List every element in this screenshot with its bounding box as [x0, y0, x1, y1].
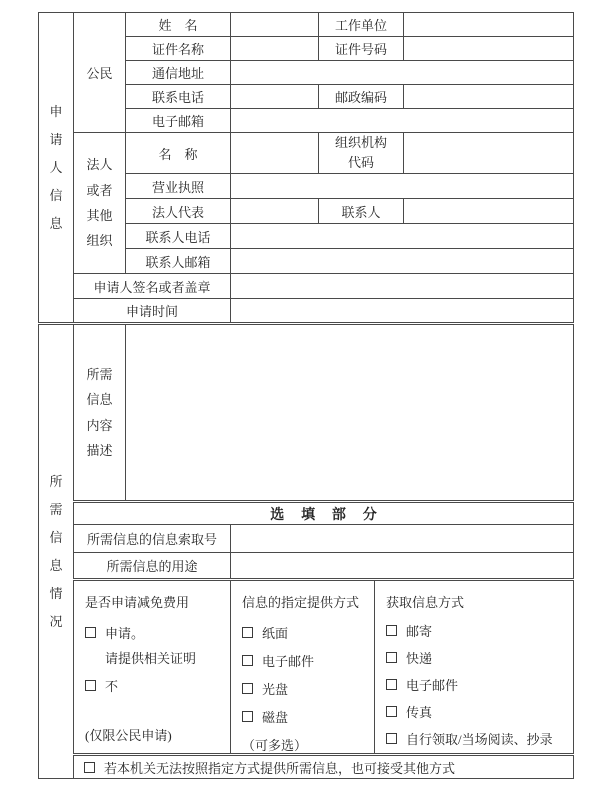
option-label: 自行领取/当场阅读、抄录 [406, 732, 553, 748]
option-label: 磁盘 [262, 710, 289, 726]
provide-method-box [231, 580, 375, 755]
index-number-value-cell[interactable] [231, 525, 574, 553]
contact-phone-label: 联系人电话 [126, 224, 231, 249]
org-name-value-cell[interactable] [231, 133, 319, 174]
checkbox-icon[interactable] [84, 762, 95, 773]
option-label: 电子邮件 [406, 678, 459, 694]
org-name-label: 名 称 [126, 133, 231, 174]
name-label: 姓 名 [126, 13, 231, 37]
work-unit-value-cell[interactable] [404, 13, 574, 37]
fee-waiver-option-no[interactable] [85, 676, 224, 695]
signature-value-cell[interactable] [231, 274, 574, 299]
contact-phone-value-cell[interactable] [231, 224, 574, 249]
fee-waiver-box [74, 580, 231, 755]
representative-value-cell[interactable] [231, 199, 319, 224]
fee-waiver-apply-note: 请提供相关证明 [105, 651, 197, 667]
org-code-value-cell[interactable] [404, 133, 574, 174]
legal-group-label: 法人或者其他组织 [74, 133, 126, 274]
signature-label: 申请人签名或者盖章 [74, 274, 231, 299]
email-value-cell[interactable] [231, 109, 574, 133]
option-label: 申请。 [105, 626, 145, 642]
apply-time-value-cell[interactable] [231, 299, 574, 324]
checkbox-icon[interactable] [242, 655, 253, 666]
email-label: 电子邮箱 [126, 109, 231, 133]
contact-value-cell[interactable] [404, 199, 574, 224]
fallback-option[interactable] [84, 758, 573, 777]
option-label: 邮寄 [406, 624, 433, 640]
contact-email-label: 联系人邮箱 [126, 249, 231, 274]
option-label: 电子邮件 [262, 654, 315, 670]
checkbox-icon[interactable] [386, 625, 397, 636]
contact-label: 联系人 [319, 199, 404, 224]
fallback-option-cell [74, 755, 574, 779]
cert-number-value-cell[interactable] [404, 37, 574, 61]
checkbox-icon[interactable] [85, 627, 96, 638]
postcode-value-cell[interactable] [404, 85, 574, 109]
obtain-method-box [375, 580, 574, 755]
option-label: 快递 [406, 651, 433, 667]
org-code-label: 组织机构代码 [319, 133, 404, 174]
request-info-side-label: 所需信息情况 [39, 324, 74, 779]
cert-name-value-cell[interactable] [231, 37, 319, 61]
description-input-cell[interactable] [126, 324, 574, 502]
postcode-label: 邮政编码 [319, 85, 404, 109]
checkbox-icon[interactable] [242, 683, 253, 694]
application-form-table [38, 12, 574, 779]
index-number-label: 所需信息的信息索取号 [74, 525, 231, 553]
obtain-option-email[interactable] [386, 675, 567, 694]
option-label: 传真 [406, 705, 433, 721]
address-label: 通信地址 [126, 61, 231, 85]
provide-option-paper[interactable] [242, 623, 368, 642]
checkbox-icon[interactable] [386, 706, 397, 717]
license-label: 营业执照 [126, 174, 231, 199]
fee-waiver-title: 是否申请减免费用 [85, 595, 190, 611]
checkbox-icon[interactable] [386, 733, 397, 744]
checkbox-icon[interactable] [242, 711, 253, 722]
representative-label: 法人代表 [126, 199, 231, 224]
name-value-cell[interactable] [231, 13, 319, 37]
provide-option-disk[interactable] [242, 707, 368, 726]
obtain-option-express[interactable] [386, 648, 567, 667]
phone-value-cell[interactable] [231, 85, 319, 109]
apply-time-label: 申请时间 [74, 299, 231, 324]
checkbox-icon[interactable] [242, 627, 253, 638]
provide-method-footnote: （可多选） [242, 738, 308, 754]
fee-waiver-footnote: (仅限公民申请) [85, 728, 172, 744]
citizen-group-label: 公民 [74, 13, 126, 133]
work-unit-label: 工作单位 [319, 13, 404, 37]
fee-waiver-option-apply[interactable] [85, 623, 224, 642]
provide-option-email[interactable] [242, 651, 368, 670]
purpose-value-cell[interactable] [231, 553, 574, 580]
description-label: 所需信息内容描述 [74, 324, 126, 502]
address-value-cell[interactable] [231, 61, 574, 85]
checkbox-icon[interactable] [386, 652, 397, 663]
obtain-option-fax[interactable] [386, 702, 567, 721]
obtain-option-self-pickup[interactable] [386, 729, 567, 748]
option-label: 光盘 [262, 682, 289, 698]
cert-name-label: 证件名称 [126, 37, 231, 61]
provide-method-title: 信息的指定提供方式 [242, 595, 360, 611]
license-value-cell[interactable] [231, 174, 574, 199]
purpose-label: 所需信息的用途 [74, 553, 231, 580]
contact-email-value-cell[interactable] [231, 249, 574, 274]
obtain-option-mail[interactable] [386, 621, 567, 640]
checkbox-icon[interactable] [386, 679, 397, 690]
obtain-method-title: 获取信息方式 [386, 595, 465, 611]
cert-number-label: 证件号码 [319, 37, 404, 61]
option-label: 不 [105, 679, 119, 695]
provide-option-cd[interactable] [242, 679, 368, 698]
option-label: 纸面 [262, 626, 289, 642]
applicant-info-side-label: 申请人信息 [39, 13, 74, 324]
optional-section-header: 选填部分 [74, 502, 574, 525]
fallback-note-label: 若本机关无法按照指定方式提供所需信息，也可接受其他方式 [104, 760, 456, 776]
checkbox-icon[interactable] [85, 680, 96, 691]
phone-label: 联系电话 [126, 85, 231, 109]
